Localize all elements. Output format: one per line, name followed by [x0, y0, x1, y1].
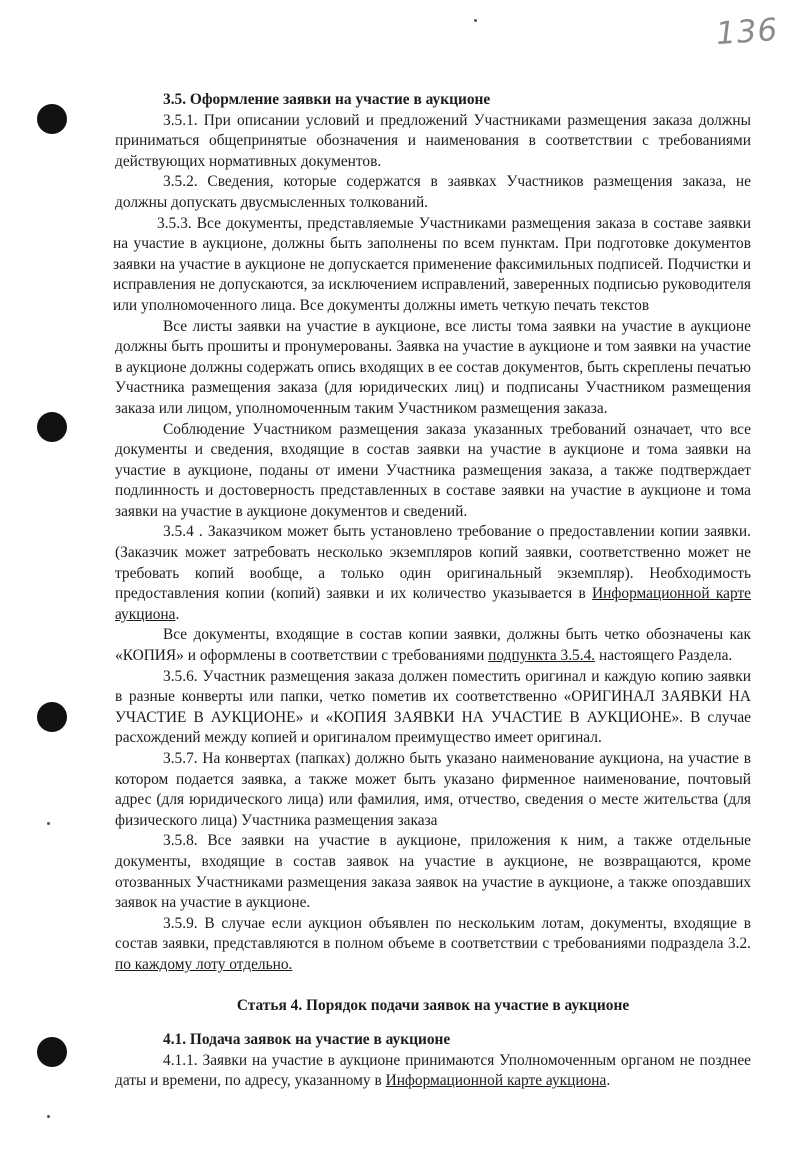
paragraph-3-5-6: 3.5.6. Участник размещения заказа должен поместить оригинал и каждую копию заявки в разные конверты или папки, четко пометив их соответственно «ОРИГИНАЛ ЗАЯВКИ НА УЧАСТИЕ В АУКЦИОНЕ» и «КОПИЯ ЗАЯВКИ НА УЧАСТИЕ В АУКЦИОНЕ». В случае расхождений между копией и оригиналом преимущество имеет оригинал. [115, 667, 751, 747]
info-card-link-2[interactable]: Информационной карте аукциона [385, 1072, 607, 1090]
paragraph-3-5-3: 3.5.3. Все документы, представляемые Участниками размещения заказа в составе заявки на участие в аукционе, должны быть заполнены по всем пунктам. При подготовке документов заявки на участие в аукционе не допускается применение факсимильных подписей. Подчистки и исправления не допускаются, за исключением исправлений, заверенных подписью руководителя или уполномоченного лица. Все документы должны иметь четкую печать текстов [113, 214, 751, 314]
paragraph-3-5-1: 3.5.1. При описании условий и предложений Участниками размещения заказа должны приниматься общепринятые обозначения и наименования в соответствии с требованиями действующих нормативных документов. [115, 111, 751, 170]
info-card-link[interactable]: Информационной карте аукциона [115, 585, 752, 623]
scan-speck [474, 19, 477, 22]
document-body [115, 90, 751, 1092]
paragraph-3-5-4 [115, 522, 751, 625]
paragraph-copy-end: настоящего Раздела. [595, 647, 733, 665]
binder-hole [37, 702, 67, 732]
paragraph-copy-marking [115, 625, 751, 666]
paragraph-sheets: Все листы заявки на участие в аукционе, все листы тома заявки на участие в аукционе должны быть прошиты и пронумерованы. Заявка на участие в аукционе и том заявки на участие в аукционе должны содержать опись входящих в ее состав документов, быть скреплены печатью Участника размещения заказа (для юридических лиц) и подписаны Участником размещения заказа или лицом, уполномоченным таким Участником размещения заказа. [115, 317, 751, 417]
paragraph-3-5-4-end: . [175, 605, 180, 623]
handwritten-page-number: 136 [714, 11, 780, 53]
paragraph-3-5-2: 3.5.2. Сведения, которые содержатся в заявках Участников размещения заказа, не должны допускать двусмысленных толкований. [115, 173, 751, 211]
paragraph-copy-text: Все документы, входящие в состав копии заявки, должны быть четко обозначены как «КОПИЯ» и оформлены в соответствии с требованиями [115, 626, 751, 665]
paragraph-compliance: Соблюдение Участником размещения заказа указанных требований означает, что все документы и сведения, входящие в состав заявки на участие в аукционе и тома заявки на участие в аукционе, поданы от имени Участника размещения заказа, а также подтверждает подлинность и достоверность представленных в составе заявки на участие в аукционе и тома заявки на участие в аукционе документов и сведений. [115, 420, 751, 520]
per-lot-link[interactable]: по каждому лоту отдельно. [115, 955, 293, 973]
paragraph-3-5-9 [115, 914, 751, 976]
binder-hole [37, 412, 67, 442]
binder-hole [37, 1037, 67, 1067]
paragraph-4-1-1 [115, 1051, 751, 1092]
scan-speck [47, 822, 50, 825]
paragraph-4-1-1-end: . [606, 1072, 611, 1090]
subclause-3-5-4-link[interactable]: подпункта 3.5.4. [488, 647, 596, 665]
paragraph-3-5-8: 3.5.8. Все заявки на участие в аукционе, приложения к ним, а также отдельные документы, входящие в состав заявок на участие в аукционе, не возвращаются, кроме отозванных Участниками размещения заказа заявок на участие в аукционе, а также опоздавших заявок на участие в аукционе. [115, 832, 751, 912]
section-heading-4-1: 4.1. Подача заявок на участие в аукционе [163, 1031, 451, 1049]
scan-speck [47, 1115, 50, 1118]
section-heading-3-5: 3.5. Оформление заявки на участие в аукционе [163, 91, 491, 108]
paragraph-3-5-9-text: 3.5.9. В случае если аукцион объявлен по нескольким лотам, документы, входящие в состав заявки, представляются в полном объеме в соответствии с требованиями подраздела 3.2. [115, 914, 751, 953]
paragraph-4-1-1-text: 4.1.1. Заявки на участие в аукционе принимаются Уполномоченным органом не позднее даты и времени, по адресу, указанному в [115, 1051, 751, 1090]
article-4-heading: Статья 4. Порядок подачи заявок на участие в аукционе [236, 996, 630, 1014]
binder-hole [37, 104, 67, 134]
paragraph-3-5-4-text: 3.5.4 . Заказчиком может быть установлено требование о предоставлении копии заявки. (Заказчик может затребовать несколько экземпляров копий заявки, соответственно может не требовать копий вообще, а только один оригинальный экземпляр). Необходимость предоставления копии (копий) заявки и их количество указывается в [115, 523, 751, 603]
paragraph-3-5-7: 3.5.7. На конвертах (папках) должно быть указано наименование аукциона, на участие в котором подается заявка, а также может быть указано фирменное наименование, почтовый адрес (для юридического лица) или фамилия, имя, отчество, сведения о месте жительства (для физического лица) Участника размещения заказа [115, 750, 751, 829]
